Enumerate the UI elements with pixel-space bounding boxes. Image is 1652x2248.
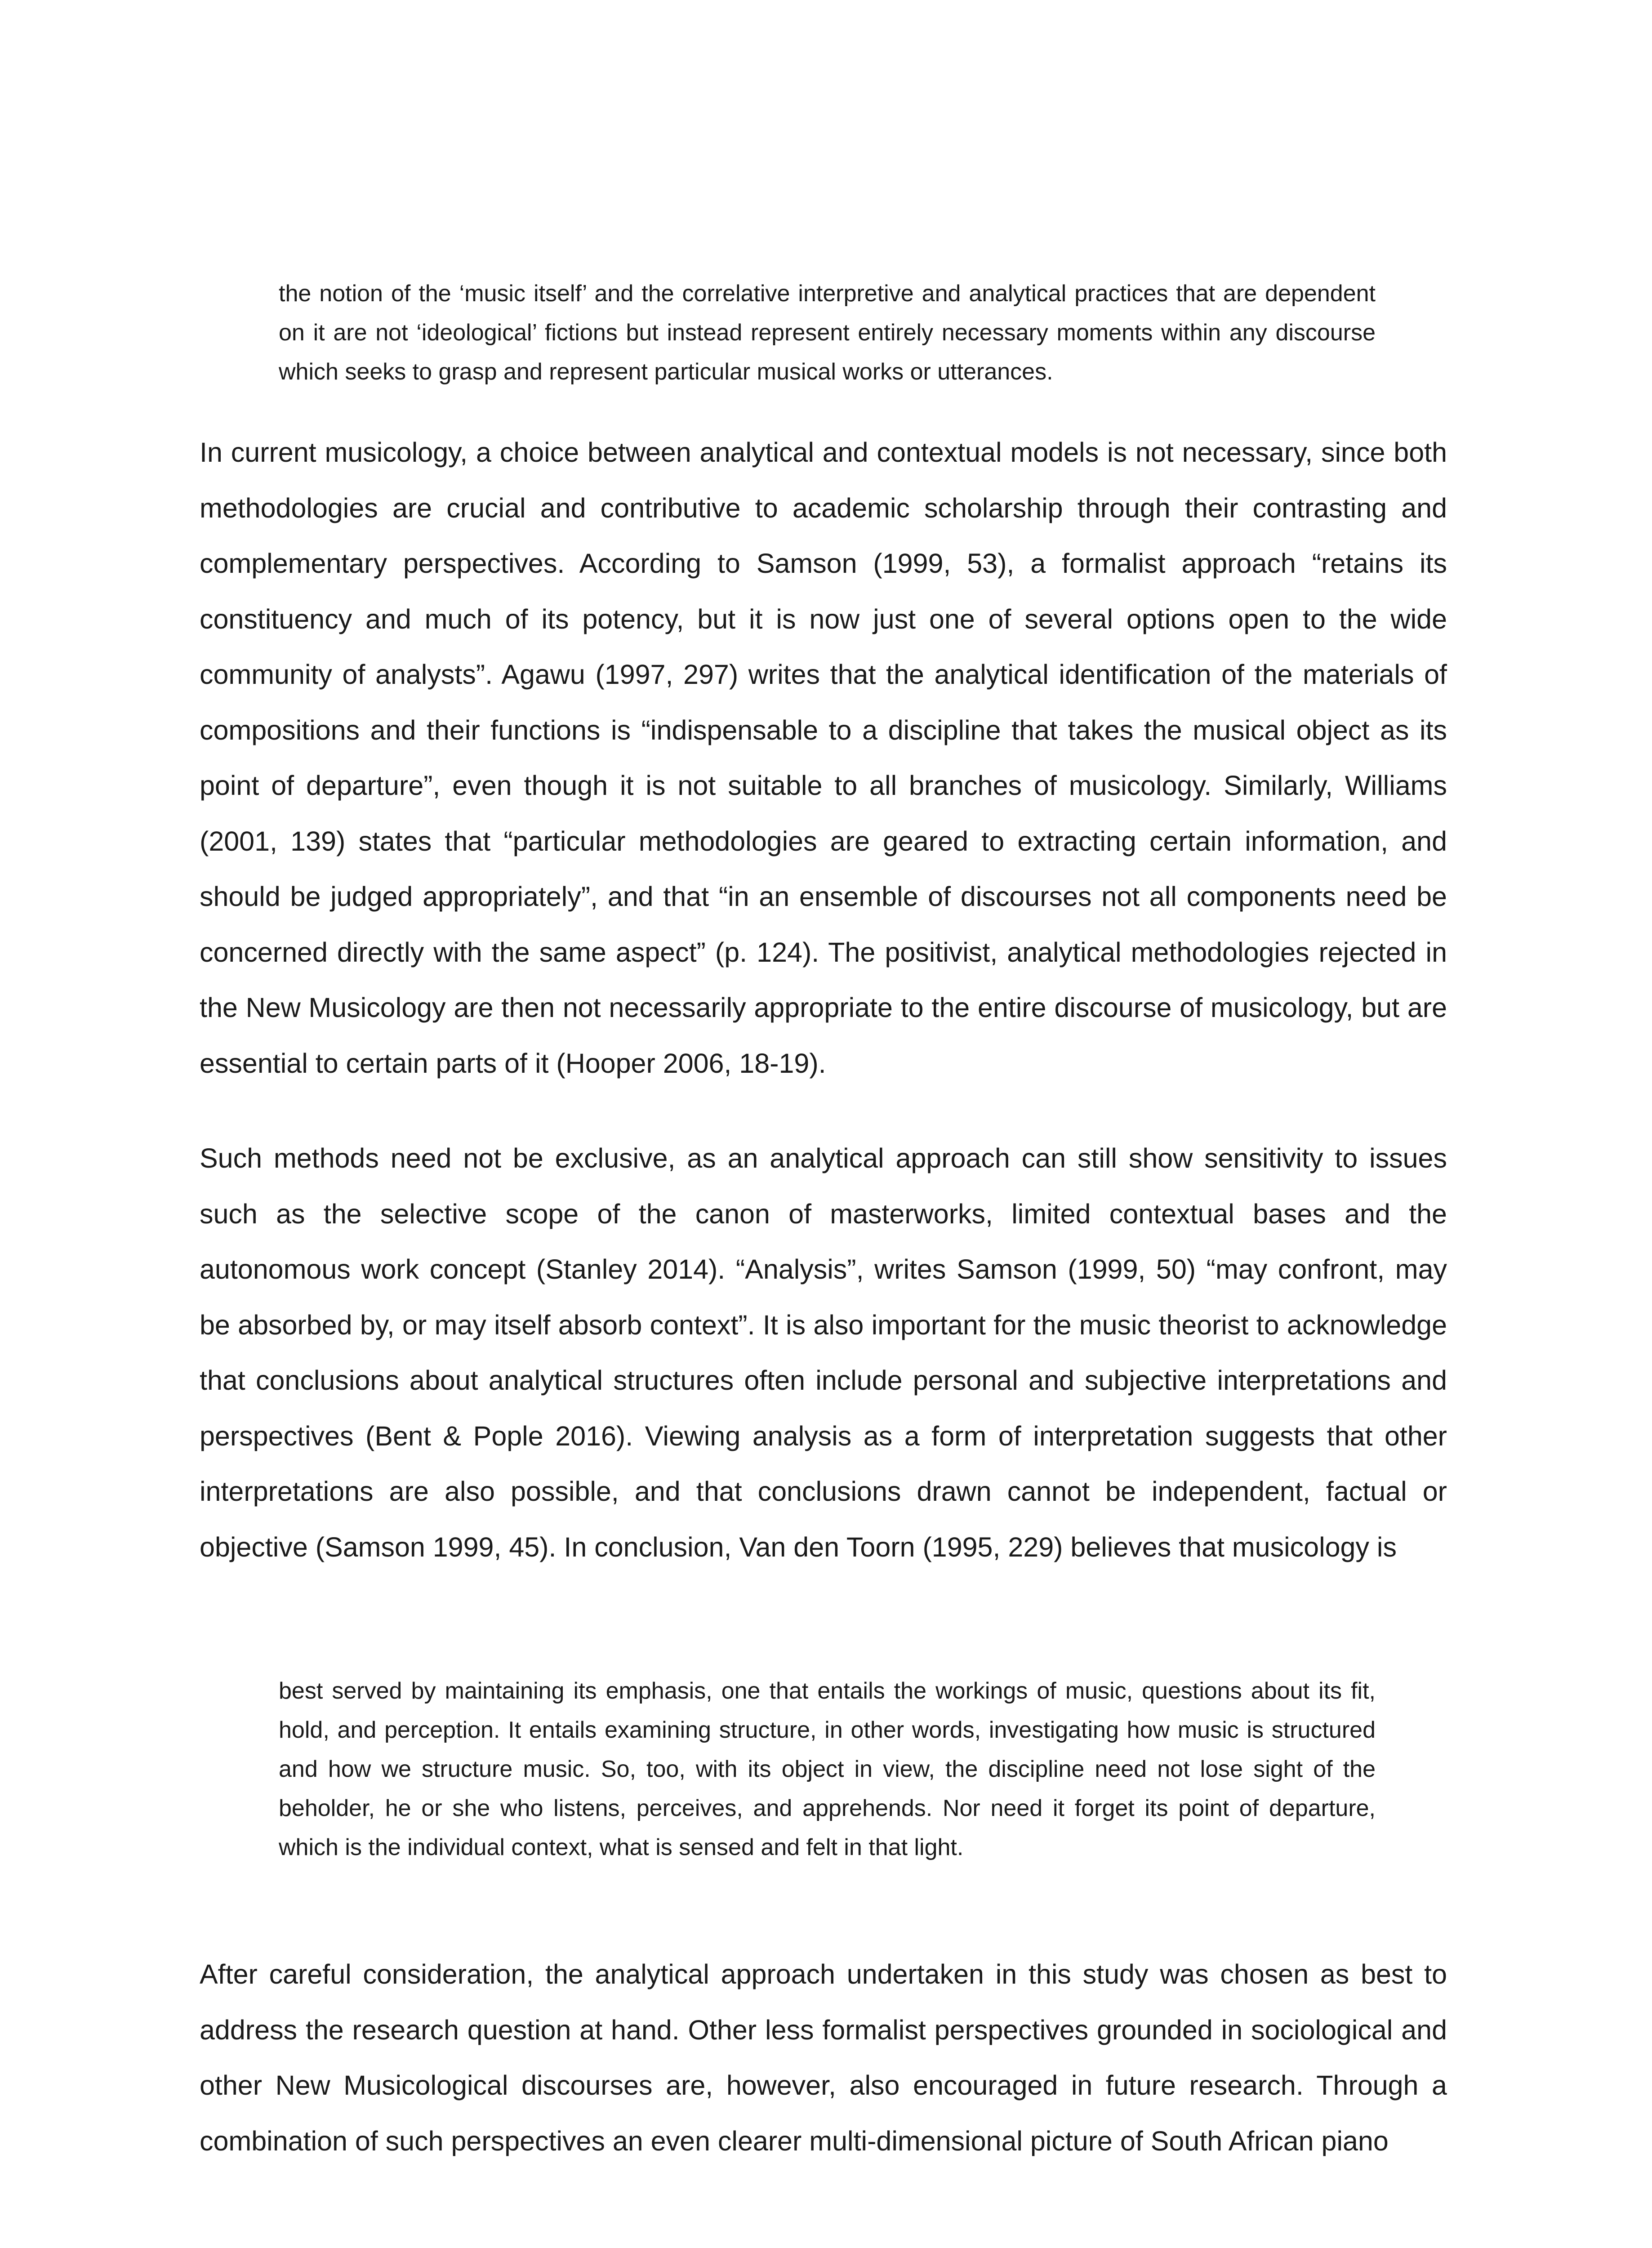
- body-paragraph: Such methods need not be exclusive, as an analytical approach can still show sensitivity to issues such as the selective scope of the canon of masterworks, limited contextual bases and the autonomous work concept (Stanley 2014). “Analysis”, writes Samson (1999, 50) “may confront, may be absorbed by, or may itself absorb context”. It is also important for the music theorist to acknowledge that conclusions about analytical structures often include personal and subjective interpretations and perspectives (Bent & Pople 2016). Viewing analysis as a form of interpretation suggests that other interpretations are also possible, and that conclusions drawn cannot be independent, factual or objective (Samson 1999, 45). In conclusion, Van den Toorn (1995, 229) believes that musicology is: [200, 1143, 1447, 1562]
- block-quote: the notion of the ‘music itself’ and the correlative interpretive and analytical practices that are dependent on it are not ‘ideological’ fictions but instead represent entirely necessary moments within any discourse which seeks to grasp and represent particular musical works or utterances.: [279, 281, 1376, 385]
- body-paragraph: In current musicology, a choice between analytical and contextual models is not necessary, since both methodologies are crucial and contributive to academic scholarship through their contrasting and complementary perspectives. According to Samson (1999, 53), a formalist approach “retains its constituency and much of its potency, but it is now just one of several options open to the wide community of analysts”. Agawu (1997, 297) writes that the analytical identification of the materials of compositions and their functions is “indispensable to a discipline that takes the musical object as its point of departure”, even though it is not suitable to all branches of musicology. Similarly, Williams (2001, 139) states that “particular methodologies are geared to extracting certain information, and should be judged appropriately”, and that “in an ensemble of discourses not all components need be concerned directly with the same aspect” (p. 124). The positivist, analytical methodologies rejected in the New Musicology are then not necessarily appropriate to the entire discourse of musicology, but are essential to certain parts of it (Hooper 2006, 18-19).: [200, 437, 1447, 1079]
- body-paragraph: After careful consideration, the analytical approach undertaken in this study was chosen as best to address the research question at hand. Other less formalist perspectives grounded in sociological and other New Musicological discourses are, however, also encouraged in future research. Through a combination of such perspectives an even clearer multi-dimensional picture of South African piano: [200, 1959, 1447, 2156]
- block-quote: best served by maintaining its emphasis, one that entails the workings of music, questions about its fit, hold, and perception. It entails examining structure, in other words, investigating how music is structured and how we structure music. So, too, with its object in view, the discipline need not lose sight of the beholder, he or she who listens, perceives, and apprehends. Nor need it forget its point of departure, which is the individual context, what is sensed and felt in that light.: [279, 1678, 1376, 1860]
